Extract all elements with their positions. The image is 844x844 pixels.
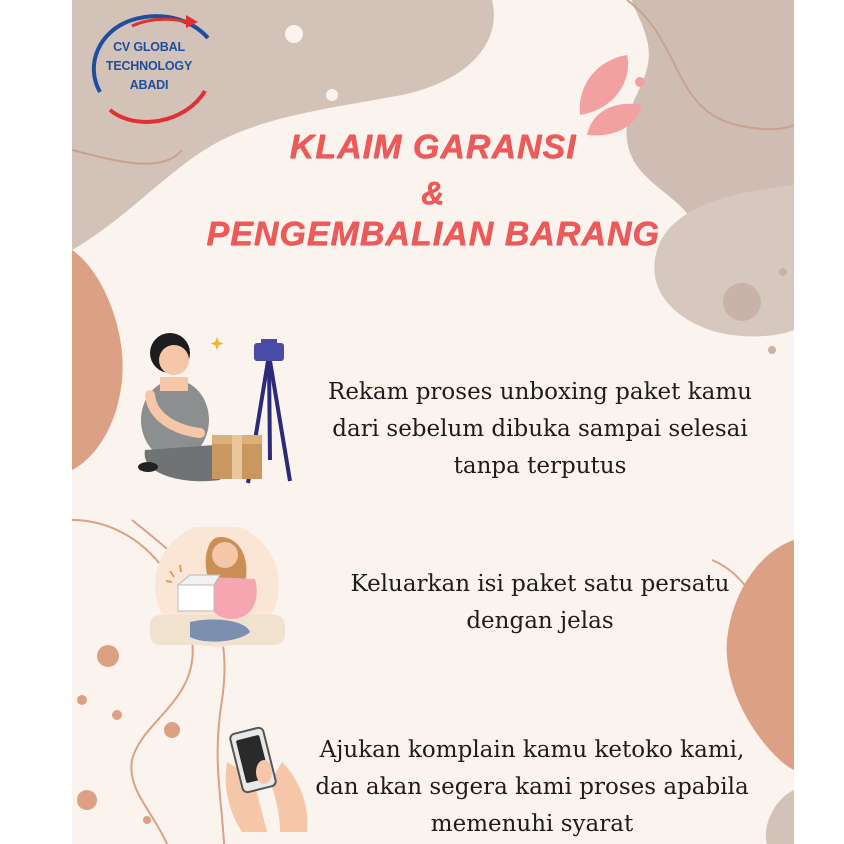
title-ampersand: &	[420, 175, 446, 211]
step-line: Keluarkan isi paket satu persatu	[350, 571, 730, 597]
step-1-text	[290, 374, 790, 485]
title-line-2: PENGEMBALIAN BARANG	[206, 215, 660, 253]
step-line: dan akan segera kami proses apabila	[315, 774, 749, 800]
title-line-1: KLAIM GARANSI	[289, 128, 577, 166]
poster	[72, 0, 794, 844]
step-line: memenuhi syarat	[430, 811, 634, 837]
step-line: tanpa terputus	[453, 453, 627, 479]
step-line: dari sebelum dibuka sampai selesai	[332, 416, 748, 442]
step-2-text	[290, 566, 790, 640]
logo-line: CV GLOBAL	[113, 40, 185, 54]
step-line: Rekam proses unboxing paket kamu	[328, 379, 752, 405]
woman-recording-unboxing-illustration	[130, 325, 310, 490]
company-logo-text	[80, 38, 218, 95]
woman-opening-box-illustration	[150, 527, 285, 652]
step-line: dengan jelas	[466, 608, 614, 634]
step-line: Ajukan komplain kamu ketoko kami,	[319, 737, 745, 763]
step-3-text	[282, 732, 782, 843]
logo-line: ABADI	[129, 78, 169, 92]
logo-line: TECHNOLOGY	[105, 59, 193, 73]
